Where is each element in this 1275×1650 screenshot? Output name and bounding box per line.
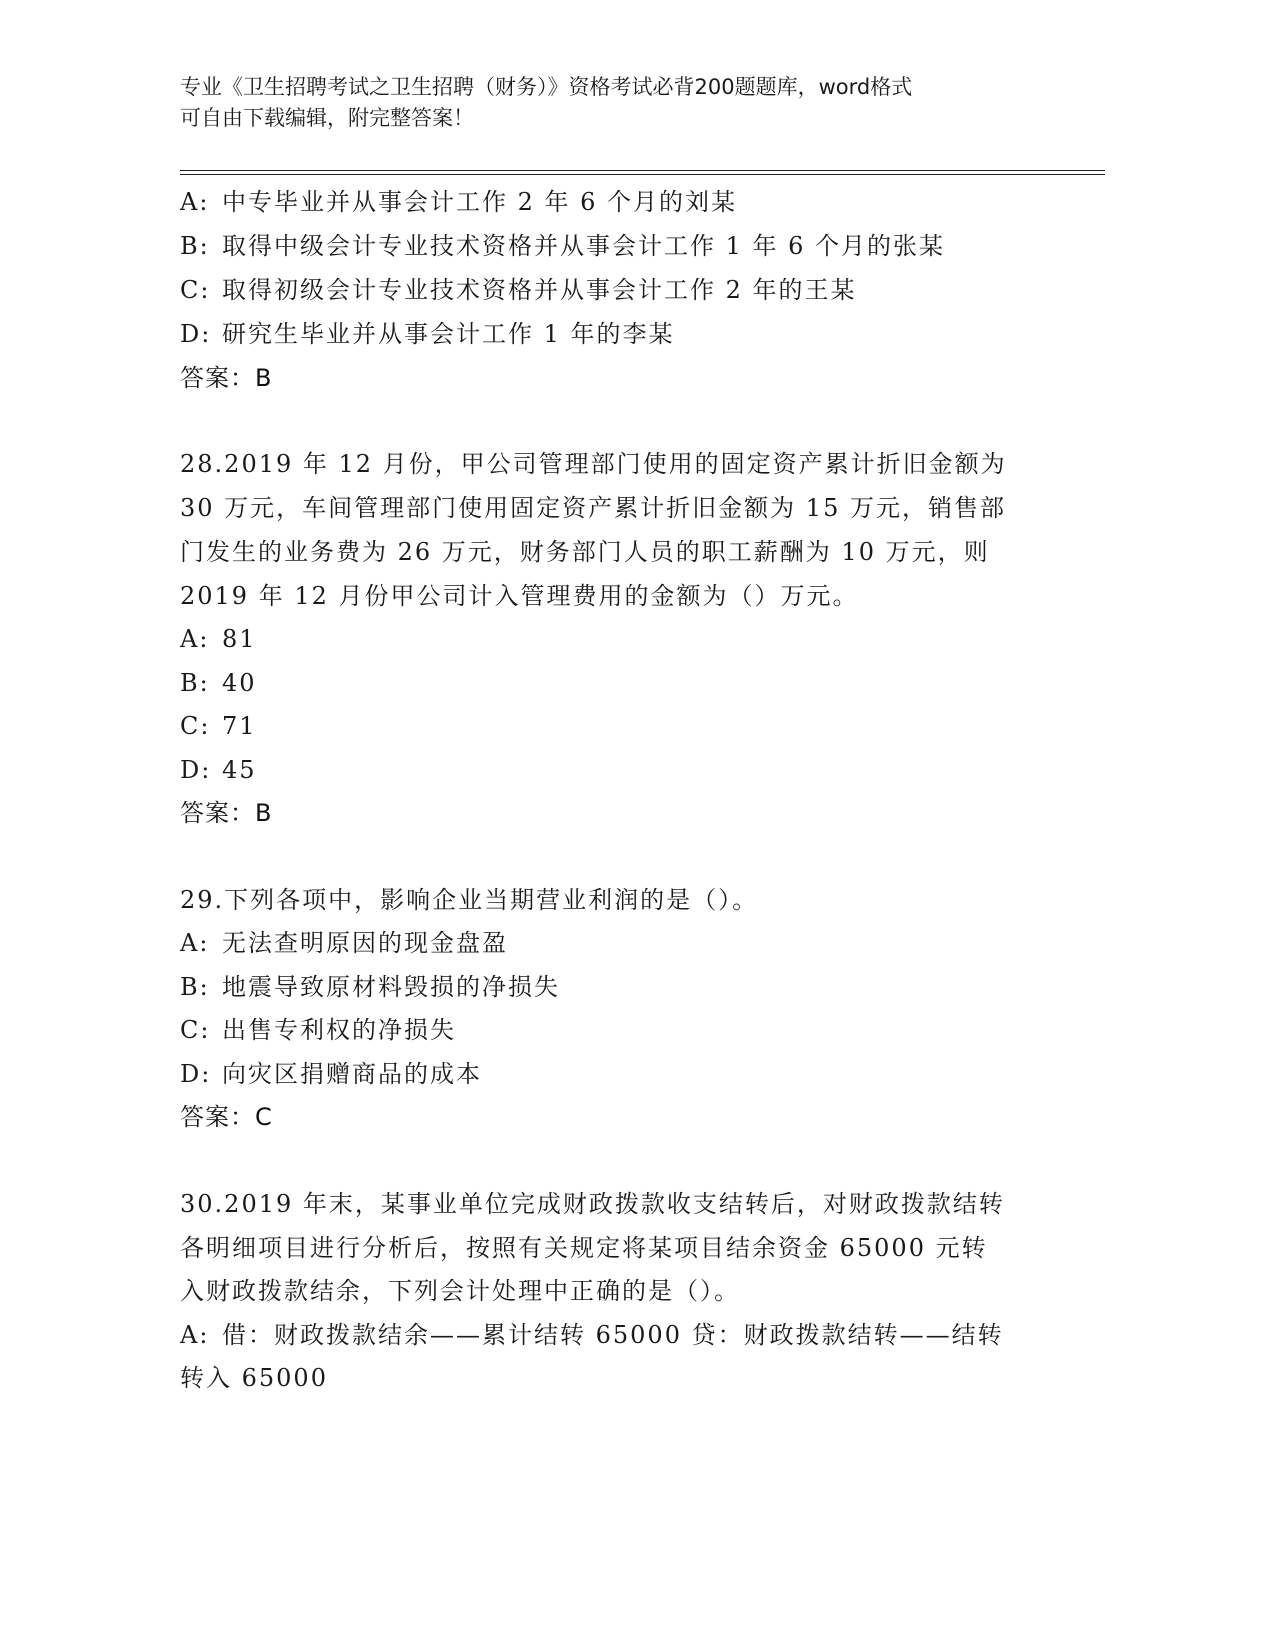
option-text: 出售专利权的净损失 bbox=[222, 1016, 456, 1044]
q30-option-a-continuation: 转入 65000 bbox=[180, 1364, 328, 1392]
option-text: 借：财政拨款结余——累计结转 65000 贷：财政拨款结转——结转 bbox=[222, 1321, 1004, 1349]
q29-option-d bbox=[180, 1052, 1080, 1096]
q28-option-d bbox=[180, 748, 1080, 792]
header-line-1: 专业《卫生招聘考试之卫生招聘（财务）》资格考试必背200题题库，word格式 bbox=[180, 75, 913, 99]
option-label: D: bbox=[180, 1060, 212, 1088]
q30-stem-line-3: 入财政拨款结余，下列会计处理中正确的是（）。 bbox=[180, 1277, 740, 1305]
header-divider-bottom bbox=[180, 174, 1105, 175]
option-text: 研究生毕业并从事会计工作 1 年的李某 bbox=[222, 320, 675, 348]
q28-option-b bbox=[180, 661, 1080, 705]
q30-option-a bbox=[180, 1313, 1080, 1357]
q30-stem-line-1: 30.2019 年末，某事业单位完成财政拨款收支结转后，对财政拨款结转 bbox=[180, 1190, 1005, 1218]
option-label: B: bbox=[180, 232, 210, 260]
q30-stem-line-2: 各明细项目进行分析后，按照有关规定将某项目结余资金 65000 元转 bbox=[180, 1234, 988, 1262]
option-label: A: bbox=[180, 1321, 210, 1349]
option-label: C: bbox=[180, 712, 211, 740]
option-label: B: bbox=[180, 669, 210, 697]
q29-option-b bbox=[180, 965, 1080, 1009]
option-text: 45 bbox=[222, 756, 257, 784]
header-divider-top bbox=[180, 170, 1105, 171]
option-text: 无法查明原因的现金盘盈 bbox=[222, 929, 508, 957]
option-label: C: bbox=[180, 276, 211, 304]
option-text: 取得中级会计专业技术资格并从事会计工作 1 年 6 个月的张某 bbox=[222, 232, 946, 260]
q28-answer: 答案：B bbox=[180, 799, 273, 827]
q27-answer: 答案：B bbox=[180, 364, 273, 392]
option-text: 中专毕业并从事会计工作 2 年 6 个月的刘某 bbox=[222, 188, 738, 216]
document-header bbox=[180, 72, 1040, 134]
option-label: A: bbox=[180, 929, 210, 957]
q28-option-c bbox=[180, 704, 1080, 748]
q28-stem-line-3: 门发生的业务费为 26 万元，财务部门人员的职工薪酬为 10 万元，则 bbox=[180, 538, 990, 566]
q27-option-a bbox=[180, 180, 1080, 224]
option-label: D: bbox=[180, 756, 212, 784]
q29-answer: 答案：C bbox=[180, 1103, 273, 1131]
option-label: A: bbox=[180, 625, 210, 653]
option-label: B: bbox=[180, 973, 210, 1001]
option-text: 40 bbox=[222, 669, 257, 697]
q28-stem-line-1: 28.2019 年 12 月份，甲公司管理部门使用的固定资产累计折旧金额为 bbox=[180, 450, 1007, 478]
option-label: A: bbox=[180, 188, 210, 216]
q28-stem-line-4: 2019 年 12 月份甲公司计入管理费用的金额为（）万元。 bbox=[180, 582, 859, 610]
q29-stem-line-1: 29.下列各项中，影响企业当期营业利润的是（）。 bbox=[180, 886, 759, 914]
header-line-2: 可自由下载编辑，附完整答案！ bbox=[180, 106, 474, 130]
option-text: 71 bbox=[222, 712, 257, 740]
q27-option-b bbox=[180, 224, 1080, 268]
q28-option-a bbox=[180, 617, 1080, 661]
q27-option-d bbox=[180, 312, 1080, 356]
q29-option-c bbox=[180, 1008, 1080, 1052]
option-text: 取得初级会计专业技术资格并从事会计工作 2 年的王某 bbox=[222, 276, 857, 304]
option-text: 向灾区捐赠商品的成本 bbox=[222, 1060, 482, 1088]
q27-option-c bbox=[180, 268, 1080, 312]
q28-stem-line-2: 30 万元，车间管理部门使用固定资产累计折旧金额为 15 万元，销售部 bbox=[180, 494, 1006, 522]
option-text: 81 bbox=[222, 625, 257, 653]
option-text: 地震导致原材料毁损的净损失 bbox=[222, 973, 560, 1001]
option-label: D: bbox=[180, 320, 212, 348]
option-label: C: bbox=[180, 1016, 211, 1044]
q29-option-a bbox=[180, 921, 1080, 965]
